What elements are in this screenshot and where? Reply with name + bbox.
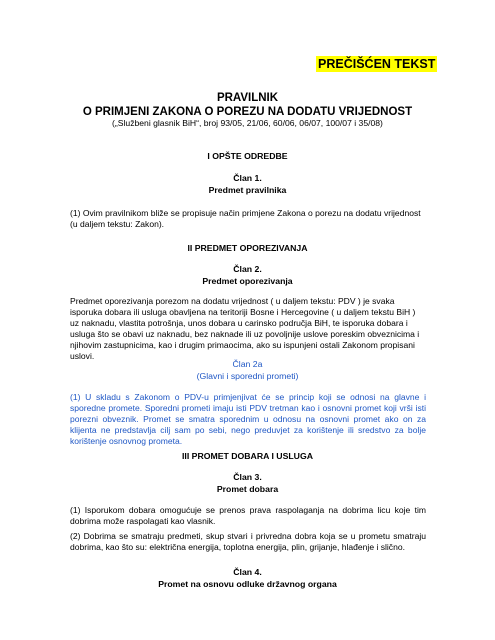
article-1-title: Predmet pravilnika: [208, 185, 287, 195]
gazette-reference: („Službeni glasnik BiH“, broj 93/05, 21/06, 60/06, 06/07, 100/07 i 35/08): [112, 118, 383, 128]
article-1-number: Član 1.: [233, 173, 262, 183]
document-title: PRAVILNIK: [216, 92, 279, 104]
article-2-number: Član 2.: [233, 264, 262, 274]
consolidated-text-badge: PREČIŠĆEN TEKST: [318, 57, 436, 71]
document-title-line2: O PRIMJENI ZAKONA O POREZU NA DODATU VRIJEDNOST: [82, 106, 413, 118]
section-heading-general: I OPŠTE ODREDBE: [207, 151, 288, 161]
article-3-number: Član 3.: [233, 472, 262, 482]
article-1-paragraph: (1) Ovim pravilnikom bliže se propisuje način primjene Zakona o porezu na dodatu vrijednost (u daljem tekstu: Zakon).: [70, 208, 421, 229]
article-3-title: Promet dobara: [216, 484, 279, 494]
article-2a-paragraph: (1) U skladu s Zakonom o PDV-u primjenjivat će se princip koji se odnosi na glavne i sporedne promete. Sporedni prometi imaju isti PDV tretman kao i osnovni promet koji vrši isti porezni obveznik. Promet se smatra sporednim u odnosu na osnovni promet ako on za klijenta ne predstavlja cilj sam po sebi, nego preduvjet za korištenje ili sredstvo za bolje korištenje osnovnog prometa.: [70, 392, 426, 446]
article-2a-title: (Glavni i sporedni prometi): [196, 371, 299, 381]
article-2-paragraph: Predmet oporezivanja porezom na dodatu vrijednost ( u daljem tekstu: PDV ) je svaka isporuka dobara ili usluga obavljena na teritoriji Bosne i Hercegovine ( u daljem tekstu BiH ) uz naknadu, vlastita potrošnja, unos dobara u carinsko područja BiH, te isporuka dobara i usluga što se obavi uz naknadu, bez naknade ili uz povoljnije uslove poreskim obveznicima i njihovim zastupnicima, kao i drugim primaocima, ako su ispunjeni ostali Zakonom propisani uslovi.: [70, 296, 420, 361]
article-4-title: Promet na osnovu odluke državnog organa: [158, 579, 337, 589]
article-2-title: Predmet oporezivanja: [202, 276, 293, 286]
article-3-paragraph-2: (2) Dobrima se smatraju predmeti, skup stvari i privredna dobra koja se u prometu smatraju dobrima, kao što su: električna energija, toplotna energija, plin, grijanje, hlađenje i slično.: [70, 531, 426, 552]
section-heading-subject: II PREDMET OPOREZIVANJA: [187, 243, 308, 253]
section-heading-supply: III PROMET DOBARA I USLUGA: [182, 451, 313, 461]
article-2a-number: Član 2a: [232, 359, 263, 369]
article-4-number: Član 4.: [233, 567, 262, 577]
article-3-paragraph-1: (1) Isporukom dobara omogućuje se prenos prava raspolaganja na dobrima licu koje tim dobrima može raspolagati kao vlasnik.: [70, 505, 426, 526]
